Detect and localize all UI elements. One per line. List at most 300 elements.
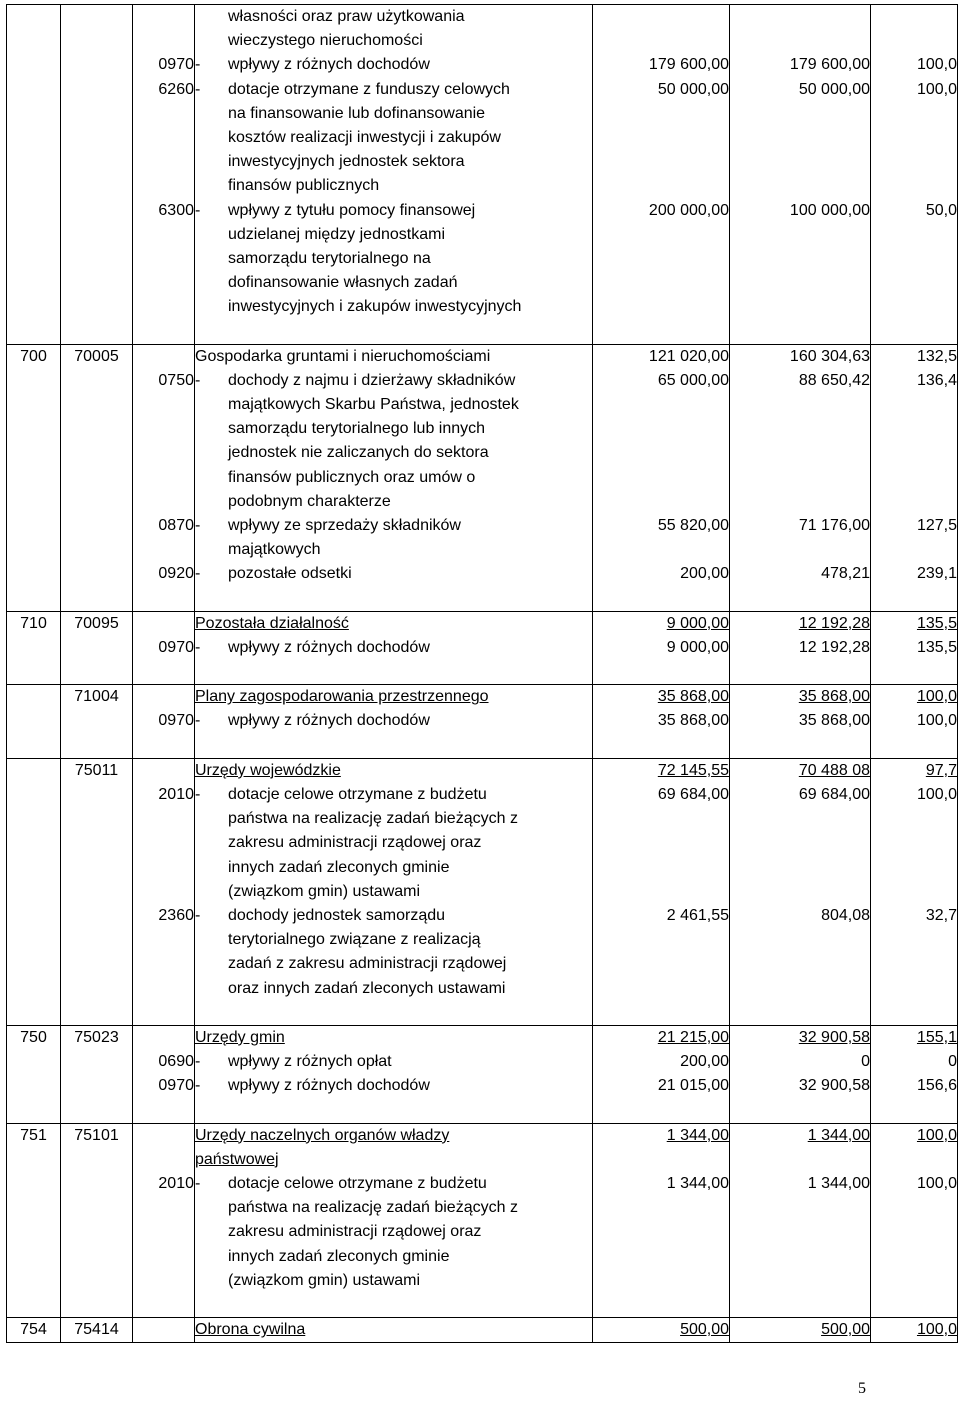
paragraf-cell xyxy=(133,5,195,345)
heading-total: 35 868,00 xyxy=(657,688,729,706)
dzial-code xyxy=(7,685,60,709)
percent-value xyxy=(871,1220,957,1244)
execution-value xyxy=(730,856,870,880)
percent-value xyxy=(871,102,957,126)
table-row xyxy=(7,1123,958,1318)
description-text: wpływy ze sprzedaży składników xyxy=(228,516,461,534)
execution-value: 100 000,00 xyxy=(789,201,870,219)
plan-value: 121 020,00 xyxy=(648,347,729,365)
description-text: dotacje celowe otrzymane z budżetu xyxy=(228,786,487,803)
rozdzial-code: 71004 xyxy=(74,688,119,706)
spacer xyxy=(871,587,957,611)
description-line xyxy=(195,369,592,393)
percent-value xyxy=(871,466,957,490)
dzial-code: 750 xyxy=(20,1028,47,1046)
execution-cell xyxy=(730,1123,871,1318)
execution-value xyxy=(730,1318,870,1342)
paragraf-code xyxy=(133,295,194,319)
percent-value xyxy=(871,150,957,174)
dzial-code: 700 xyxy=(20,347,47,365)
description-line: wieczystego nieruchomości xyxy=(228,32,423,50)
execution-value: 35 868,00 xyxy=(798,712,870,730)
description-cell xyxy=(195,1025,593,1123)
paragraf-code xyxy=(133,1148,194,1172)
execution-value xyxy=(730,174,870,198)
description-text: wpływy z różnych dochodów xyxy=(228,712,430,730)
plan-value xyxy=(593,393,729,417)
paragraf-cell xyxy=(133,685,195,759)
spacer xyxy=(61,369,132,393)
dzial-cell xyxy=(7,758,61,1025)
section-heading: Urzędy wojewódzkie xyxy=(195,761,341,779)
description-cell xyxy=(195,5,593,345)
paragraf-code: 0750 xyxy=(158,371,194,389)
execution-cell xyxy=(730,611,871,685)
execution-cell xyxy=(730,758,871,1025)
rozdzial-code: 75414 xyxy=(74,1321,119,1339)
description-line xyxy=(195,783,592,807)
paragraf-code xyxy=(133,612,194,636)
heading-total: 35 868,00 xyxy=(798,688,870,706)
execution-value xyxy=(730,759,870,783)
execution-value xyxy=(730,1220,870,1244)
rozdzial-cell xyxy=(61,1123,133,1318)
section-heading: Pozostała działalność xyxy=(195,614,349,632)
execution-value xyxy=(730,223,870,247)
dash-marker: - xyxy=(195,1175,201,1192)
description-line xyxy=(195,53,592,77)
paragraf-code: 0970 xyxy=(158,638,194,656)
execution-value xyxy=(730,490,870,514)
paragraf-code xyxy=(133,952,194,976)
plan-value xyxy=(593,295,729,319)
paragraf-cell xyxy=(133,1123,195,1318)
spacer xyxy=(871,1001,957,1025)
plan-value xyxy=(593,831,729,855)
plan-value: 9 000,00 xyxy=(666,638,729,656)
table-row xyxy=(7,611,958,685)
description-line xyxy=(195,685,592,709)
percent-value xyxy=(871,1124,957,1148)
percent-value xyxy=(871,538,957,562)
rozdzial-cell xyxy=(61,685,133,759)
paragraf-code xyxy=(133,271,194,295)
paragraf-code xyxy=(133,928,194,952)
percent-value xyxy=(871,271,957,295)
table-row xyxy=(7,685,958,759)
execution-value xyxy=(730,1124,870,1148)
plan-value xyxy=(593,1269,729,1293)
paragraf-code xyxy=(133,1196,194,1220)
plan-value xyxy=(593,102,729,126)
description-line xyxy=(195,514,592,538)
rozdzial-code xyxy=(61,5,132,29)
dzial-cell xyxy=(7,685,61,759)
rozdzial-code: 70095 xyxy=(74,614,119,632)
description-text: dotacje otrzymane z funduszy celowych xyxy=(228,80,510,98)
paragraf-code xyxy=(133,685,194,709)
spacer xyxy=(133,319,194,343)
execution-value xyxy=(730,831,870,855)
execution-cell xyxy=(730,685,871,759)
description-line: finansów publicznych oraz umów o xyxy=(228,468,476,486)
plan-value xyxy=(593,759,729,783)
execution-value xyxy=(730,5,870,29)
execution-value: 0 xyxy=(861,1053,870,1071)
dash-marker: - xyxy=(195,712,201,730)
dzial-cell xyxy=(7,1123,61,1318)
plan-value xyxy=(593,29,729,53)
execution-value xyxy=(730,393,870,417)
paragraf-code xyxy=(133,29,194,53)
table-row xyxy=(7,1318,958,1343)
spacer xyxy=(133,1293,194,1317)
description-line xyxy=(195,1318,592,1342)
heading-total: 500,00 xyxy=(680,1321,729,1339)
spacer xyxy=(7,1050,60,1074)
description-text: wpływy z różnych opłat xyxy=(228,1053,392,1071)
spacer xyxy=(593,587,729,611)
dash-marker: - xyxy=(195,516,201,534)
percent-value: 127,5 xyxy=(916,516,957,534)
rozdzial-cell xyxy=(61,611,133,685)
description-line: Gospodarka gruntami i nieruchomościami xyxy=(195,347,491,365)
plan-value xyxy=(593,807,729,831)
plan-value xyxy=(593,466,729,490)
description-line: własności oraz praw użytkowania xyxy=(228,8,465,25)
description-line: udzielanej między jednostkami xyxy=(228,225,445,243)
percent-value xyxy=(871,977,957,1001)
paragraf-code xyxy=(133,1220,194,1244)
paragraf-cell xyxy=(133,344,195,611)
plan-value xyxy=(593,1196,729,1220)
spacer xyxy=(871,1098,957,1122)
plan-value xyxy=(593,490,729,514)
spacer xyxy=(61,29,132,53)
description-cell xyxy=(195,611,593,685)
paragraf-code xyxy=(133,102,194,126)
percent-cell xyxy=(871,685,958,759)
spacer xyxy=(730,319,870,343)
spacer xyxy=(730,1293,870,1317)
percent-value xyxy=(871,1318,957,1342)
percent-value: 100,0 xyxy=(916,786,957,803)
percent-value xyxy=(871,126,957,150)
paragraf-code: 0970 xyxy=(158,712,194,730)
percent-value xyxy=(871,759,957,783)
execution-cell xyxy=(730,1318,871,1343)
spacer xyxy=(7,783,60,807)
percent-value xyxy=(871,247,957,271)
section-heading: Urzędy gmin xyxy=(195,1028,285,1046)
percent-value: 239,1 xyxy=(916,565,957,583)
paragraf-code xyxy=(133,490,194,514)
spacer xyxy=(61,1148,132,1172)
paragraf-code xyxy=(133,977,194,1001)
paragraf-code xyxy=(133,1318,194,1342)
description-line: (związkom gmin) ustawami xyxy=(228,1271,421,1289)
paragraf-code: 0870 xyxy=(158,516,194,534)
plan-value xyxy=(593,150,729,174)
table-row xyxy=(7,1025,958,1123)
dzial-code: 754 xyxy=(20,1321,47,1339)
percent-cell xyxy=(871,1318,958,1343)
description-line xyxy=(195,1124,592,1148)
section-heading: Obrona cywilna xyxy=(195,1321,306,1339)
percent-value xyxy=(871,880,957,904)
execution-value xyxy=(730,1196,870,1220)
description-text: dochody z najmu i dzierżawy składników xyxy=(228,371,516,389)
description-text: dochody jednostek samorządu xyxy=(228,906,446,924)
dzial-code xyxy=(7,759,60,783)
description-line: innych zadań zleconych gminie xyxy=(228,858,450,876)
description-line: jednostek nie zaliczanych do sektora xyxy=(228,444,489,462)
percent-value xyxy=(871,29,957,53)
paragraf-code xyxy=(133,466,194,490)
paragraf-code xyxy=(133,1124,194,1148)
spacer xyxy=(195,1293,592,1317)
percent-value: 136,4 xyxy=(916,371,957,389)
execution-value: 50 000,00 xyxy=(798,80,870,98)
execution-value: 12 192,28 xyxy=(798,638,870,656)
spacer xyxy=(730,1098,870,1122)
paragraf-code xyxy=(133,807,194,831)
plan-value xyxy=(593,1220,729,1244)
execution-value xyxy=(730,102,870,126)
plan-value xyxy=(593,223,729,247)
plan-value xyxy=(593,5,729,29)
heading-total: 97,7 xyxy=(925,761,957,779)
percent-cell xyxy=(871,344,958,611)
percent-value: 100,0 xyxy=(916,80,957,98)
percent-value xyxy=(871,807,957,831)
execution-value xyxy=(730,1245,870,1269)
percent-value xyxy=(871,5,957,29)
heading-total: 70 488 08 xyxy=(798,761,870,779)
table-row xyxy=(7,344,958,611)
description-text: wpływy z różnych dochodów xyxy=(228,638,430,656)
description-line: samorządu terytorialnego lub innych xyxy=(228,420,486,438)
spacer xyxy=(61,1050,132,1074)
dash-marker: - xyxy=(195,638,201,656)
plan-value xyxy=(593,1026,729,1050)
plan-value: 2 461,55 xyxy=(666,906,729,924)
spacer xyxy=(133,660,194,684)
plan-value: 65 000,00 xyxy=(657,371,729,389)
execution-value xyxy=(730,466,870,490)
description-line xyxy=(195,709,592,733)
plan-value: 50 000,00 xyxy=(657,80,729,98)
plan-value xyxy=(593,612,729,636)
paragraf-code xyxy=(133,417,194,441)
percent-value: 100,0 xyxy=(916,712,957,730)
execution-value xyxy=(730,952,870,976)
spacer xyxy=(871,660,957,684)
plan-cell xyxy=(593,344,730,611)
percent-value xyxy=(871,952,957,976)
spacer xyxy=(61,636,132,660)
execution-value: 69 684,00 xyxy=(798,786,870,803)
dash-marker: - xyxy=(195,1077,201,1095)
dzial-cell xyxy=(7,611,61,685)
paragraf-code: 2360 xyxy=(158,906,194,924)
description-line: finansów publicznych xyxy=(228,177,380,195)
plan-value: 200,00 xyxy=(680,1053,729,1071)
plan-cell xyxy=(593,611,730,685)
heading-total: 32 900,58 xyxy=(798,1028,870,1046)
plan-value xyxy=(593,952,729,976)
plan-cell xyxy=(593,685,730,759)
percent-value xyxy=(871,1026,957,1050)
spacer xyxy=(133,734,194,758)
paragraf-cell xyxy=(133,1025,195,1123)
spacer xyxy=(133,1098,194,1122)
description-line: państwa na realizację zadań bieżących z xyxy=(228,1199,518,1217)
paragraf-code xyxy=(133,345,194,369)
description-line xyxy=(195,904,592,928)
description-line: oraz innych zadań zleconych ustawami xyxy=(228,979,506,997)
dzial-cell xyxy=(7,5,61,345)
spacer xyxy=(195,1001,592,1025)
execution-value xyxy=(730,1026,870,1050)
section-heading: Plany zagospodarowania przestrzennego xyxy=(195,688,489,706)
spacer xyxy=(195,587,592,611)
dzial-cell xyxy=(7,1025,61,1123)
spacer xyxy=(7,709,60,733)
rozdzial-cell xyxy=(61,344,133,611)
percent-value xyxy=(871,393,957,417)
description-cell xyxy=(195,1123,593,1318)
dash-marker: - xyxy=(195,786,201,803)
description-cell xyxy=(195,1318,593,1343)
description-line xyxy=(195,199,592,223)
dash-marker: - xyxy=(195,80,201,98)
dash-marker: - xyxy=(195,1053,201,1071)
description-line: majątkowych xyxy=(228,541,321,559)
paragraf-code xyxy=(133,538,194,562)
heading-total: 500,00 xyxy=(821,1321,870,1339)
spacer xyxy=(730,587,870,611)
execution-value xyxy=(730,247,870,271)
description-line: państwa na realizację zadań bieżących z xyxy=(228,810,518,828)
spacer xyxy=(133,1001,194,1025)
plan-value xyxy=(593,417,729,441)
execution-value: 179 600,00 xyxy=(789,56,870,74)
heading-total: 9 000,00 xyxy=(666,614,729,632)
plan-value xyxy=(593,441,729,465)
percent-value xyxy=(871,441,957,465)
description-line: dofinansowanie własnych zadań xyxy=(228,274,458,292)
percent-value xyxy=(871,490,957,514)
execution-cell xyxy=(730,5,871,345)
spacer xyxy=(593,1293,729,1317)
percent-cell xyxy=(871,758,958,1025)
rozdzial-cell xyxy=(61,758,133,1025)
execution-value xyxy=(730,1269,870,1293)
description-text: pozostałe odsetki xyxy=(228,565,352,583)
percent-value xyxy=(871,174,957,198)
heading-total: 72 145,55 xyxy=(657,761,729,779)
table-row xyxy=(7,5,958,345)
spacer xyxy=(61,783,132,807)
plan-value: 200 000,00 xyxy=(648,201,729,219)
percent-cell xyxy=(871,1025,958,1123)
spacer xyxy=(871,734,957,758)
paragraf-cell xyxy=(133,611,195,685)
execution-value xyxy=(730,417,870,441)
heading-total: 21 215,00 xyxy=(657,1028,729,1046)
heading-total: 135,5 xyxy=(916,614,957,632)
execution-value xyxy=(730,928,870,952)
percent-value xyxy=(871,417,957,441)
plan-value xyxy=(593,247,729,271)
description-line xyxy=(195,612,592,636)
spacer xyxy=(730,660,870,684)
plan-cell xyxy=(593,5,730,345)
execution-value xyxy=(730,685,870,709)
paragraf-code xyxy=(133,150,194,174)
percent-value: 132,5 xyxy=(916,347,957,365)
percent-value xyxy=(871,856,957,880)
description-line: zadań z zakresu administracji rządowej xyxy=(228,955,507,973)
spacer xyxy=(61,709,132,733)
paragraf-cell xyxy=(133,758,195,1025)
percent-value xyxy=(871,685,957,709)
dash-marker: - xyxy=(195,56,201,74)
spacer xyxy=(593,660,729,684)
percent-value xyxy=(871,223,957,247)
execution-value xyxy=(730,880,870,904)
spacer xyxy=(195,1098,592,1122)
paragraf-code xyxy=(133,856,194,880)
paragraf-code xyxy=(133,393,194,417)
execution-value xyxy=(730,612,870,636)
dzial-cell xyxy=(7,344,61,611)
description-line: na finansowanie lub dofinansowanie xyxy=(228,104,486,122)
rozdzial-code: 75101 xyxy=(74,1126,119,1144)
percent-value xyxy=(871,831,957,855)
percent-cell xyxy=(871,1123,958,1318)
rozdzial-code: 75023 xyxy=(74,1028,119,1046)
execution-value xyxy=(730,126,870,150)
heading-total: 1 344,00 xyxy=(807,1126,870,1144)
dzial-cell xyxy=(7,1318,61,1343)
execution-value: 160 304,63 xyxy=(789,347,870,365)
paragraf-code xyxy=(133,880,194,904)
spacer xyxy=(195,319,592,343)
percent-value xyxy=(871,612,957,636)
spacer xyxy=(195,660,592,684)
table-body xyxy=(7,5,958,1343)
plan-value xyxy=(593,271,729,295)
plan-value xyxy=(593,1148,729,1172)
execution-value xyxy=(730,1148,870,1172)
spacer xyxy=(730,734,870,758)
heading-total: 100,0 xyxy=(916,688,957,706)
description-line xyxy=(195,759,592,783)
percent-value xyxy=(871,1269,957,1293)
description-line: innych zadań zleconych gminie xyxy=(228,1247,450,1265)
description-line: inwestycyjnych jednostek sektora xyxy=(228,153,465,171)
plan-value xyxy=(593,126,729,150)
description-line xyxy=(195,562,592,586)
spacer xyxy=(133,587,194,611)
spacer xyxy=(593,1001,729,1025)
paragraf-cell xyxy=(133,1318,195,1343)
spacer xyxy=(195,734,592,758)
execution-value xyxy=(730,29,870,53)
rozdzial-cell xyxy=(61,5,133,345)
